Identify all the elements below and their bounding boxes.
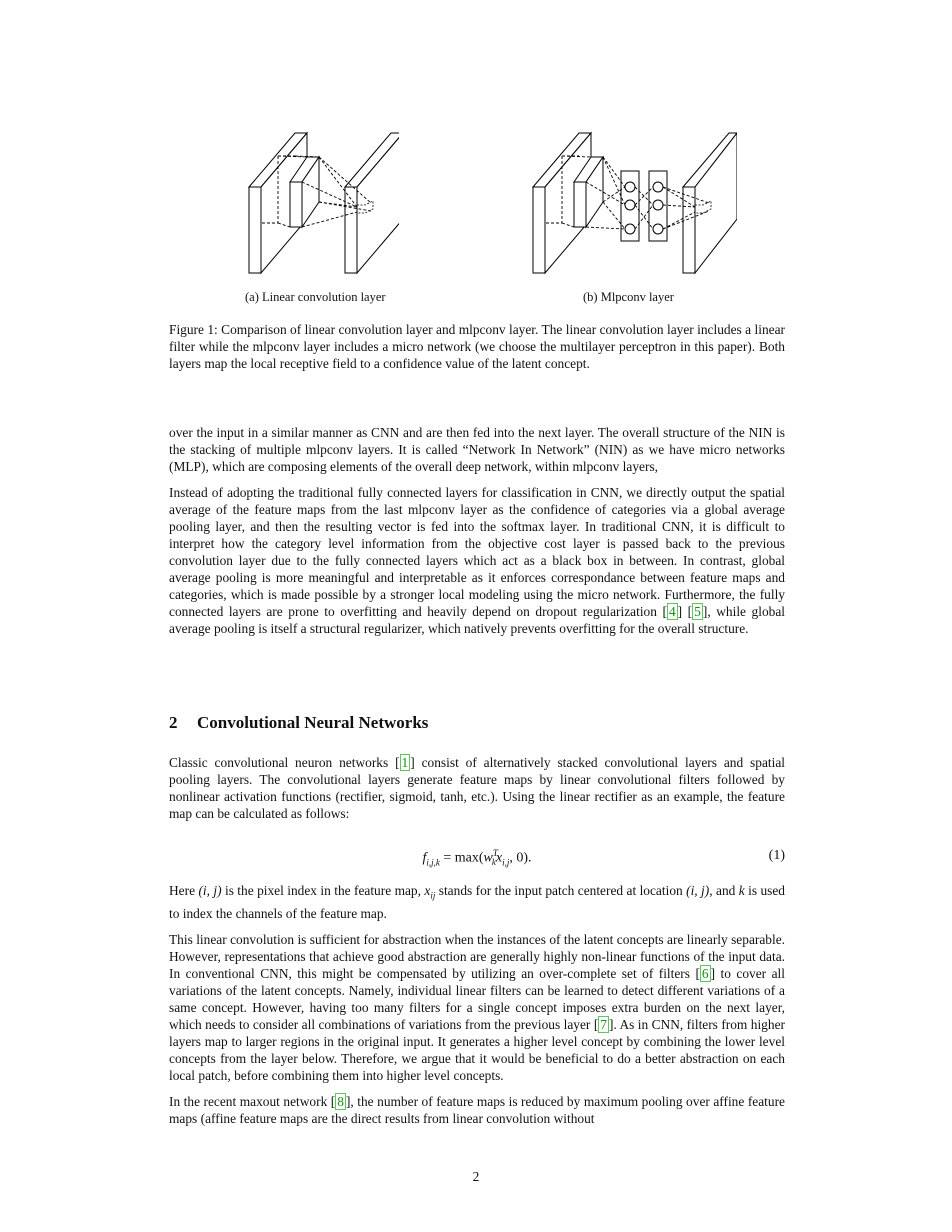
section-body-2 <box>169 882 785 1134</box>
page-number: 2 <box>472 1169 480 1184</box>
mlpconv-diagram <box>531 125 737 277</box>
paragraph: In the recent maxout network [ 8 ], the number of feature maps is reduced by maximum pooling over affine feature maps (affine feature maps are the direct results from linear convolution without <box>169 1093 785 1126</box>
citation-link[interactable]: 8 <box>337 1093 344 1109</box>
figure-caption: Figure 1: Comparison of linear convolution layer and mlpconv layer. The linear convolution layer includes a linear filter while the mlpconv layer includes a micro network (we choose the multilayer perceptron in this paper). Both layers map the local receptive field to a confidence value of the latent concept. <box>169 322 785 371</box>
linear-conv-diagram <box>247 125 399 277</box>
citation-link[interactable]: 5 <box>694 604 701 619</box>
paragraph: This linear convolution is sufficient for abstraction when the instances of the latent concepts are linearly separable. However, representations that achieve good abstraction are generally highly non-linear functions of the input data. In conventional CNN, this might be compensated by utilizing an over-complete set of filters [ 6 ] to cover all variations of the latent concepts. Namely, individual linear filters can be learned to detect different variations of a same concept. However, having too many filters for a single concept imposes extra burden on the next layer, which needs to consider all combinations of variations from the previous layer [ 7 ]. As in CNN, filters from higher layers map to larger regions in the original input. It generates a higher level concept by combining the lower level concepts from the layer below. Therefore, we argue that it would be beneficial to do a better abstraction on each local patch, before combining them into higher level concepts. <box>169 931 785 1083</box>
section-number: 2 <box>169 713 178 732</box>
paragraph: over the input in a similar manner as CNN and are then fed into the next layer. The overall structure of the NIN is the stacking of multiple mlpconv layers. It is called “Network In Network” (NIN) as we have micro networks (MLP), which are composing elements of the overall deep network, within mlpconv layers, <box>169 425 785 474</box>
intro-body <box>169 424 785 644</box>
equation-number: (1) <box>768 848 785 863</box>
section-title: Convolutional Neural Networks <box>197 713 429 732</box>
citation-link[interactable]: 4 <box>668 604 676 619</box>
equation-formula: $f_{i,j,k} = \max(w^T_kx_{i,j}$, 0). <box>422 848 532 868</box>
citation-link[interactable]: 7 <box>600 1016 607 1032</box>
section-heading <box>169 713 428 733</box>
subcaption-b: (b) Mlpconv layer <box>583 290 674 304</box>
citation-link[interactable]: 1 <box>401 755 409 770</box>
output-layer-front <box>345 187 357 273</box>
section-body <box>169 754 785 829</box>
subcaption-a: (a) Linear convolution layer <box>245 290 386 304</box>
paragraph: Classic convolutional neuron networks [ 1 ] consist of alternatively stacked convolutional layers and spatial pooling layers. The convolutional layers generate feature maps by linear convolutional filters followed by nonlinear activation functions (rectifier, sigmoid, tanh, etc.). Using the linear rectifier as an example, the feature map can be calculated as follows: <box>169 755 785 821</box>
figure-1 <box>169 125 785 315</box>
paragraph: Here (i, j) is the pixel index in the feature map, $x_{ij}$ stands for the input patch centered at location (i, j), and k is used to index the channels of the feature map. <box>169 883 785 921</box>
paragraph: Instead of adopting the traditional fully connected layers for classification in CNN, we directly output the spatial average of the feature maps from the last mlpconv layer as the confidence of categories via a global average pooling layer, and then the resulting vector is fed into the softmax layer. In traditional CNN, it is difficult to interpret how the category level information from the objective cost layer is passed back to the previous convolution layer due to the fully connected layers which act as a black box in between. In contrast, global average pooling is more meaningful and interpretable as it enforces correspondance between feature maps and categories, which is made possible by a stronger local modeling using the micro network. Furthermore, the fully connected layers are prone to overfitting and heavily depend on dropout regularization [ 4 ] [ 5 ], while global average pooling is itself a structural regularizer, which natively prevents overfitting for the overall structure. <box>169 485 786 636</box>
citation-link[interactable]: 6 <box>701 965 709 981</box>
equation-1 <box>169 848 785 870</box>
input-layer-front <box>249 187 261 273</box>
